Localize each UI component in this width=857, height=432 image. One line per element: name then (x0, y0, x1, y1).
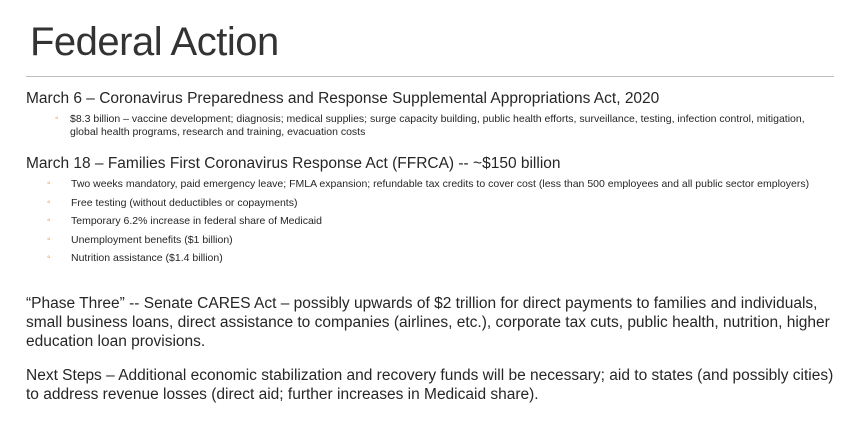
bullet-circle-icon: ◦ (47, 215, 51, 226)
bullet-text: Unemployment benefits ($1 billion) (71, 233, 233, 246)
bullet-item (0, 178, 857, 191)
bullet-item (0, 252, 857, 265)
bullet-circle-icon: ◦ (47, 252, 51, 263)
bullet-list-march-6 (0, 113, 857, 138)
bullet-item (0, 113, 857, 138)
bullet-circle-icon: ◦ (47, 233, 51, 245)
bullet-text: $8.3 billion – vaccine development; diagnosis; medical supplies; surge capacity building, public health efforts, surveillance, testing, infection control, mitigation, global health programs, research and training, evacuation costs (70, 113, 805, 138)
bullet-circle-icon: ◦ (47, 178, 51, 189)
bullet-circle-icon: ◦ (55, 113, 59, 124)
bullet-item (0, 197, 857, 210)
bullet-text: Temporary 6.2% increase in federal share of Medicaid (71, 215, 322, 227)
paragraph-next-steps: Next Steps – Additional economic stabilization and recovery funds will be necessary; aid to states (and possibly cities) to address revenue losses (direct aid; further increases in Medicaid share). (26, 367, 834, 403)
section-heading-march-18: March 18 – Families First Coronavirus Response Act (FFRCA) -- ~$150 billion (26, 155, 561, 172)
bullet-item (0, 234, 857, 247)
bullet-list-march-18 (0, 178, 857, 271)
bullet-text: Two weeks mandatory, paid emergency leave; FMLA expansion; refundable tax credits to cover cost (less than 500 employees and all public sector employers) (71, 178, 810, 190)
section-heading-march-6: March 6 – Coronavirus Preparedness and Response Supplemental Appropriations Act, 2020 (26, 90, 660, 107)
bullet-item (0, 215, 857, 228)
bullet-circle-icon: ◦ (47, 196, 51, 208)
bullet-text: Nutrition assistance ($1.4 billion) (71, 252, 223, 264)
slide-title: Federal Action (30, 20, 279, 64)
bullet-text: Free testing (without deductibles or copayments) (71, 196, 298, 209)
paragraph-phase-three: “Phase Three” -- Senate CARES Act – possibly upwards of $2 trillion for direct payments to families and individuals, small business loans, direct assistance to companies (airlines, etc.), corporate tax cuts, public health, nutrition, higher education loan provisions. (26, 295, 830, 350)
title-divider (26, 76, 834, 77)
